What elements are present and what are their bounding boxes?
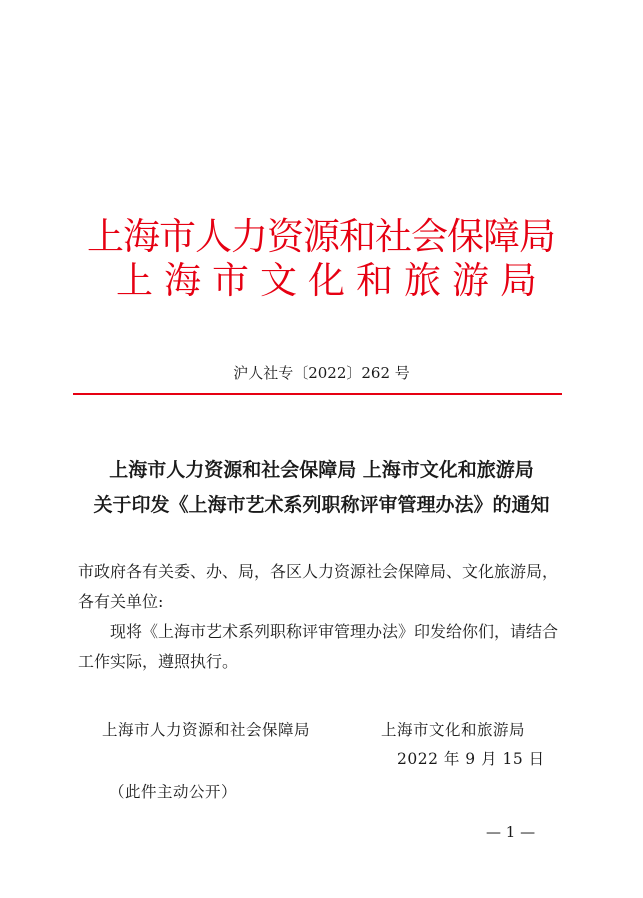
signature-date: 2022 年 9 月 15 日: [397, 750, 545, 768]
notice-title-line-1: 上海市人力资源和社会保障局 上海市文化和旅游局: [109, 459, 534, 481]
disclosure-note: （此件主动公开）: [109, 783, 238, 801]
addressee-text: 市政府各有关委、办、局，各区人力资源社会保障局、文化旅游局，各有关单位:: [78, 562, 559, 611]
issuing-org-title-1: 上海市人力资源和社会保障局: [87, 215, 555, 258]
body-paragraph-block: [78, 617, 566, 677]
body-paragraph: 现将《上海市艺术系列职称评审管理办法》印发给你们，请结合工作实际，遵照执行。: [78, 622, 559, 671]
page-number: — 1 —: [486, 823, 536, 841]
notice-title-line-2: 关于印发《上海市艺术系列职称评审管理办法》的通知: [93, 494, 550, 516]
addressee-block: [78, 557, 566, 617]
red-divider-line: [73, 393, 562, 395]
issuing-org-title-2: 上海市文化和旅游局: [116, 259, 548, 302]
signature-issuer-2: 上海市文化和旅游局: [381, 721, 526, 739]
document-number: 沪人社专〔2022〕262 号: [233, 364, 410, 382]
signature-issuer-1: 上海市人力资源和社会保障局: [102, 721, 311, 739]
